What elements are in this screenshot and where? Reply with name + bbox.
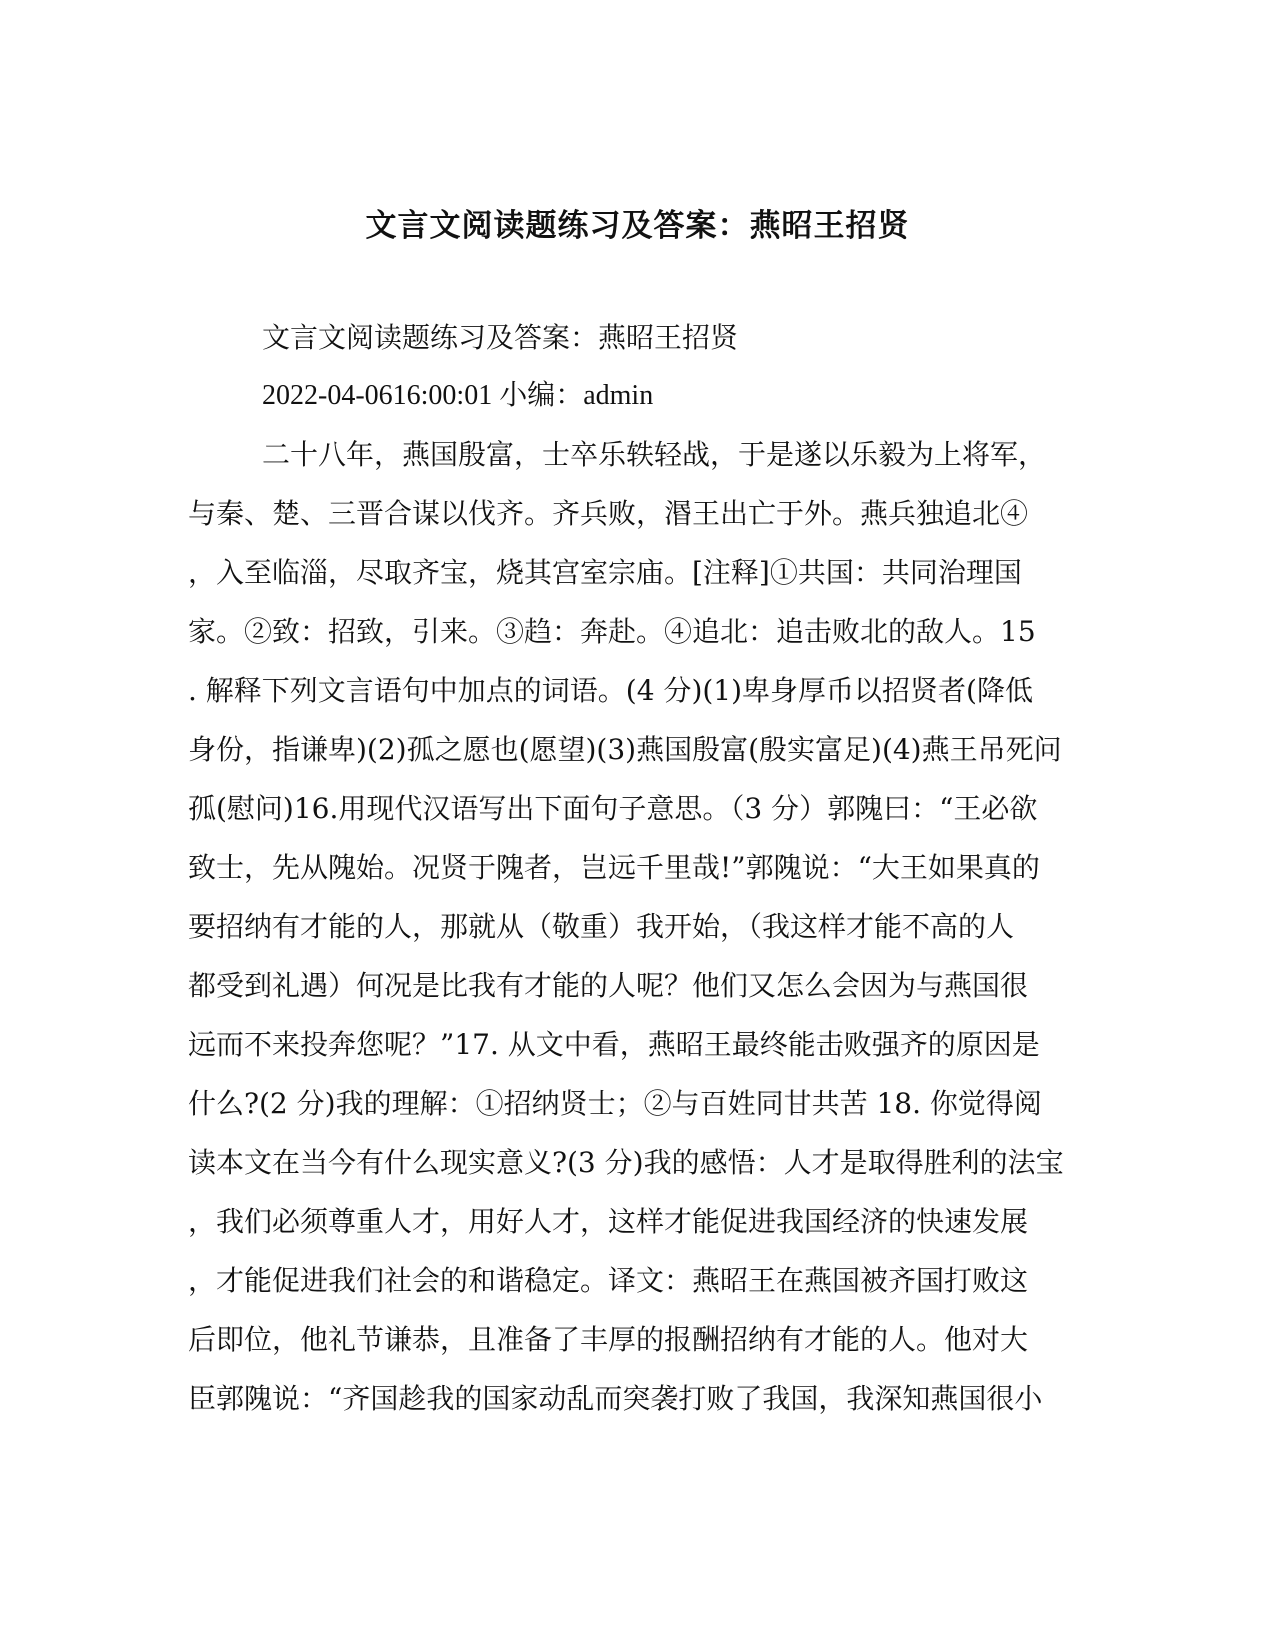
body-line: 什么?(2 分)我的理解：①招纳贤士；②与百姓同甘共苦 18. 你觉得阅 xyxy=(188,1087,1042,1120)
body-line: 都受到礼遇）何况是比我有才能的人呢？他们又怎么会因为与燕国很 xyxy=(188,969,1029,1002)
body-line: 与秦、楚、三晋合谋以伐齐。齐兵败，湣王出亡于外。燕兵独追北④ xyxy=(188,497,1029,530)
body-line: ，入至临淄，尽取齐宝，烧其宫室宗庙。[注释]①共国：共同治理国 xyxy=(188,556,1022,589)
body-line: 读本文在当今有什么现实意义?(3 分)我的感悟：人才是取得胜利的法宝 xyxy=(188,1146,1064,1179)
document-subtitle: 文言文阅读题练习及答案：燕昭王招贤 xyxy=(262,321,739,354)
body-line: 二十八年，燕国殷富，士卒乐轶轻战，于是遂以乐毅为上将军， xyxy=(262,438,1047,471)
body-line: 致士，先从隗始。况贤于隗者，岂远千里哉!”郭隗说：“大王如果真的 xyxy=(188,851,1040,884)
body-line: 远而不来投奔您呢？”17. 从文中看，燕昭王最终能击败强齐的原因是 xyxy=(188,1028,1040,1061)
document-title: 文言文阅读题练习及答案：燕昭王招贤 xyxy=(365,208,910,244)
body-line: ，才能促进我们社会的和谐稳定。译文：燕昭王在燕国被齐国打败这 xyxy=(188,1264,1029,1297)
body-line: 后即位，他礼节谦恭，且准备了丰厚的报酬招纳有才能的人。他对大 xyxy=(188,1323,1029,1356)
body-line: . 解释下列文言语句中加点的词语。(4 分)(1)卑身厚币以招贤者(降低 xyxy=(188,674,1033,707)
body-line: 要招纳有才能的人，那就从（敬重）我开始，（我这样才能不高的人 xyxy=(188,910,1015,943)
publish-meta: 2022-04-0616:00:01 小编：admin xyxy=(262,380,654,411)
body-line: 臣郭隗说：“齐国趁我的国家动乱而突袭打败了我国，我深知燕国很小 xyxy=(188,1382,1043,1415)
body-line: 身份，指谦卑)(2)孤之愿也(愿望)(3)燕国殷富(殷实富足)(4)燕王吊死问 xyxy=(188,733,1062,766)
body-line: 家。②致：招致，引来。③趋：奔赴。④追北：追击败北的敌人。15 xyxy=(188,615,1036,648)
body-line: 孤(慰问)16.用现代汉语写出下面句子意思。（3 分）郭隗曰：“王必欲 xyxy=(188,792,1038,825)
body-line: ，我们必须尊重人才，用好人才，这样才能促进我国经济的快速发展 xyxy=(188,1205,1029,1238)
